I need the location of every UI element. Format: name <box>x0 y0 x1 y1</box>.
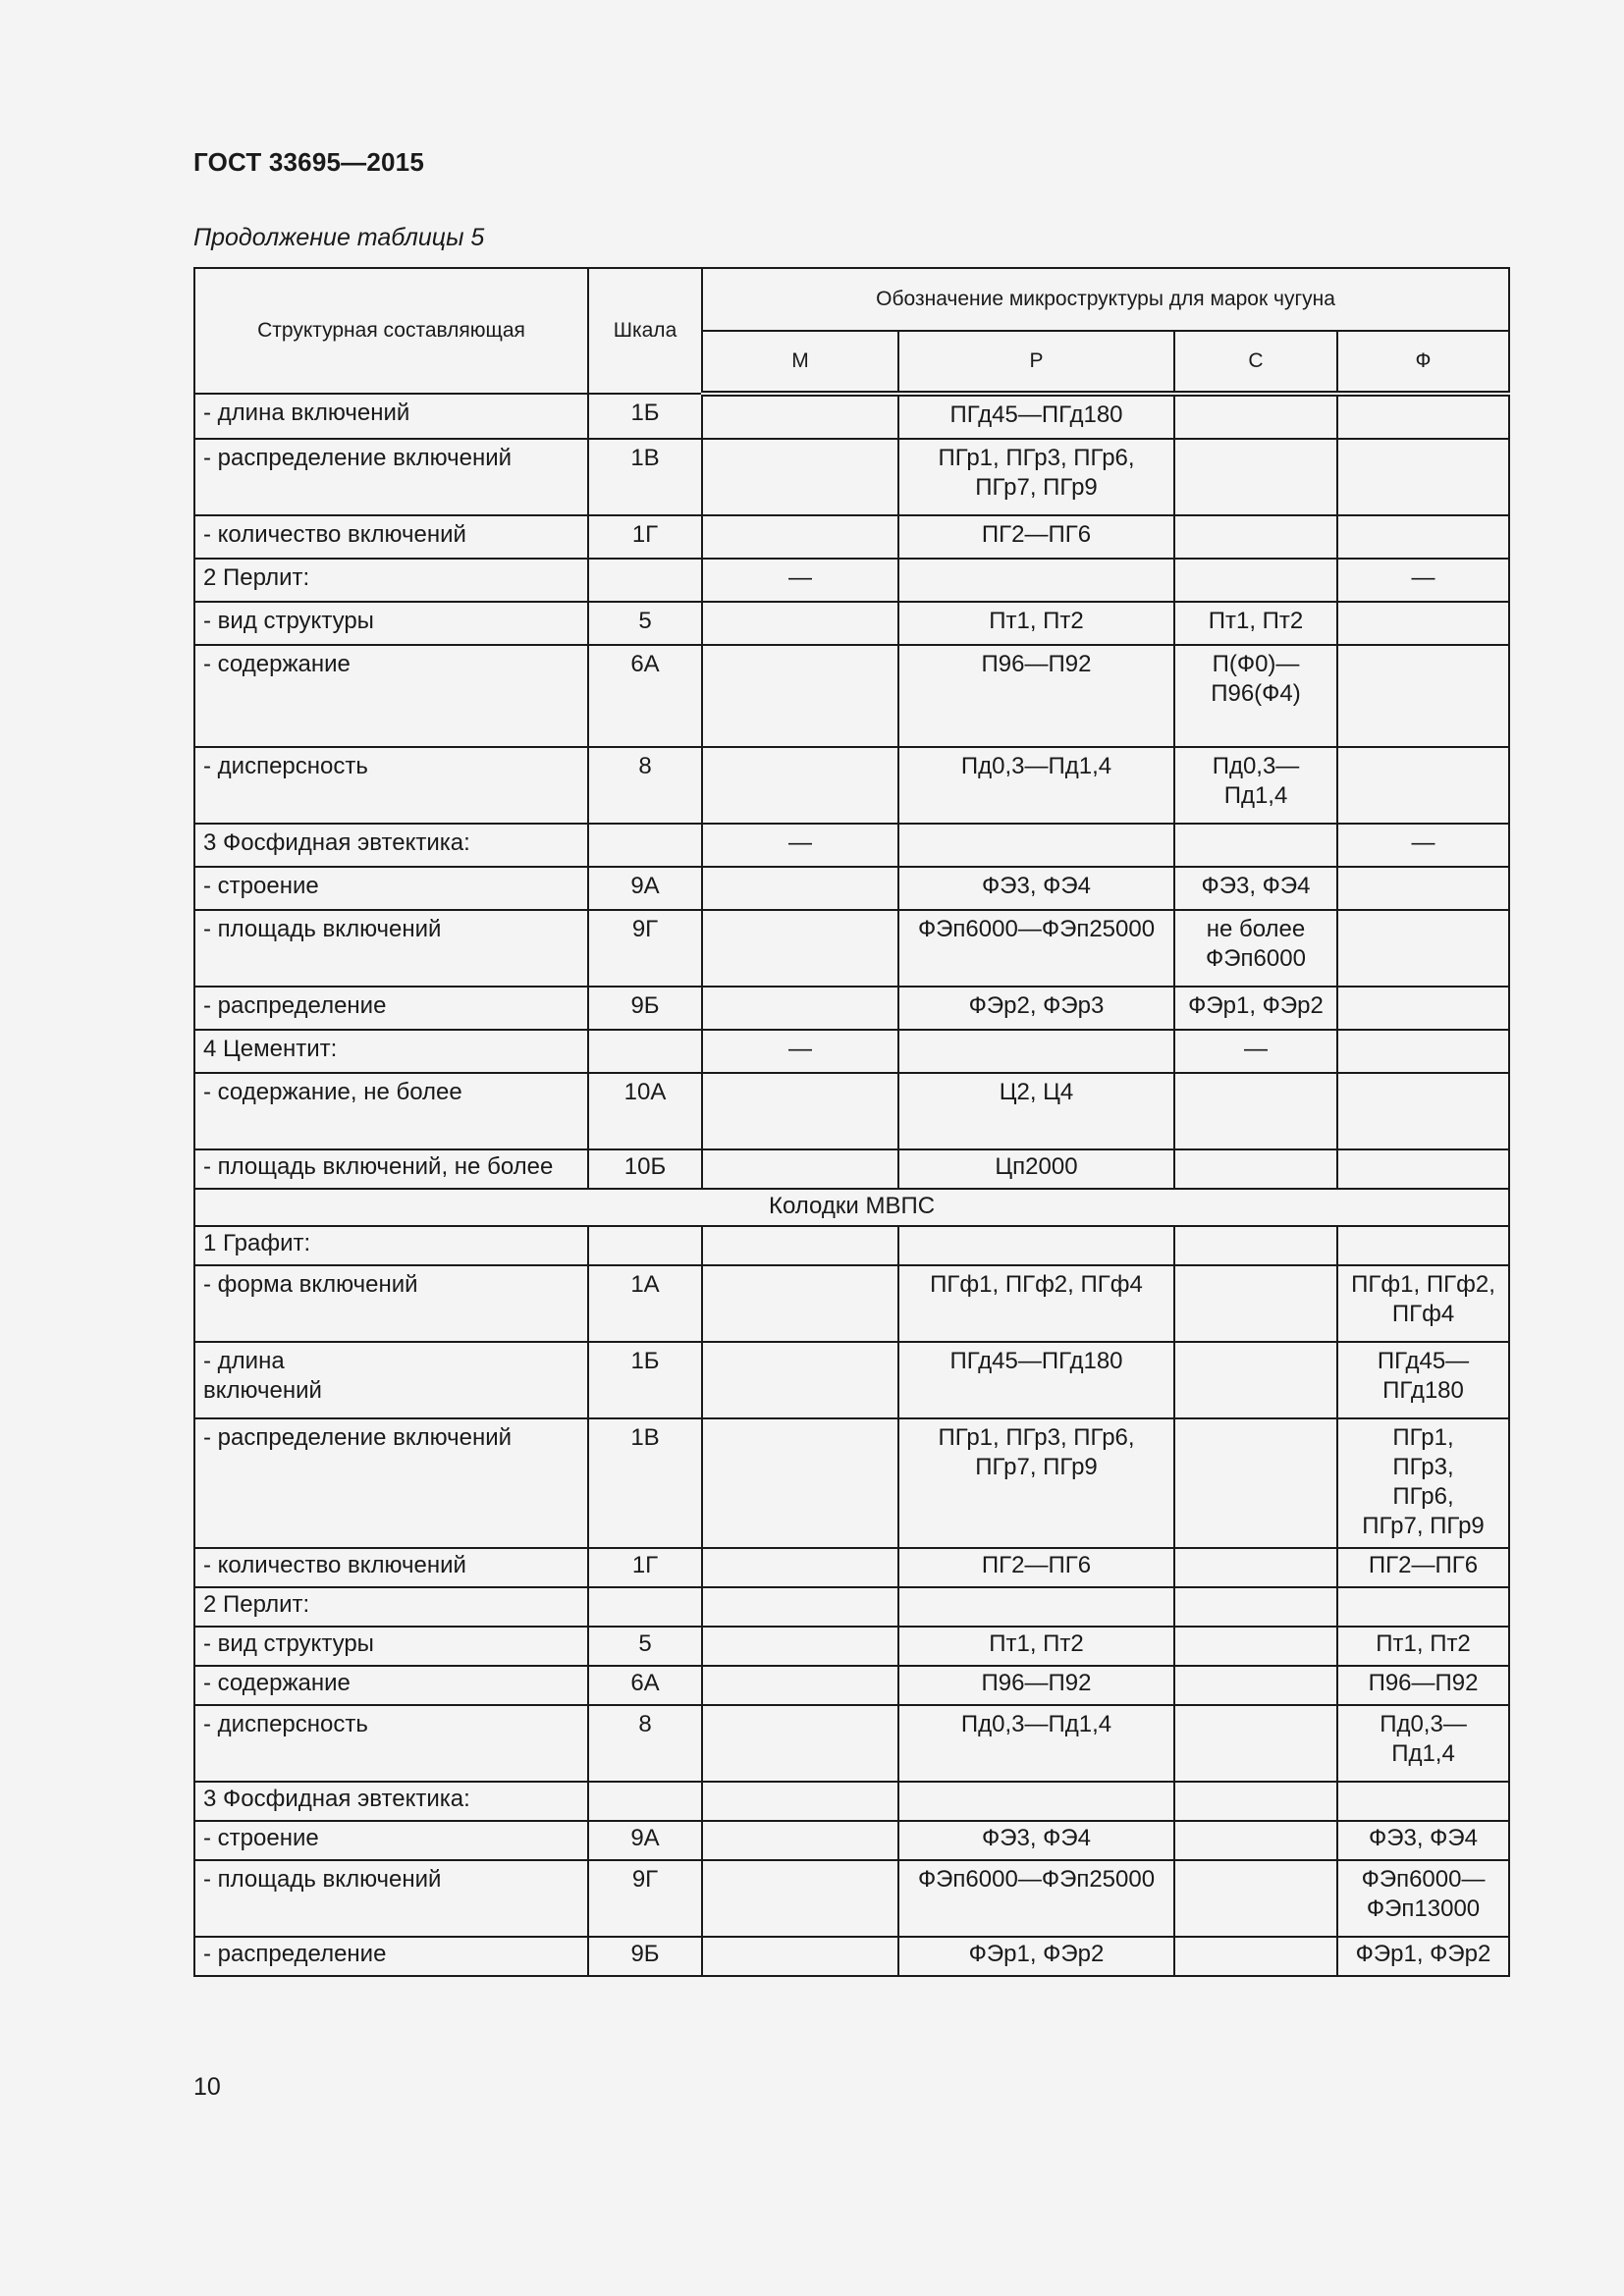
cell-m <box>702 1226 898 1265</box>
row-scale: 1Б <box>588 1342 702 1418</box>
cell-f <box>1337 439 1509 515</box>
cell-f: ПГр1, ПГр3, ПГр6, ПГр7, ПГр9 <box>1337 1418 1509 1548</box>
cell-m <box>702 1821 898 1860</box>
cell-c: — <box>1174 1030 1337 1073</box>
cell-p: ПГд45—ПГд180 <box>898 1342 1174 1418</box>
cell-c: ФЭ3, ФЭ4 <box>1174 867 1337 910</box>
cell-m <box>702 1587 898 1627</box>
row-scale: 1А <box>588 1265 702 1342</box>
table-row <box>194 1149 1509 1189</box>
cell-f <box>1337 602 1509 645</box>
row-label: - содержание, не более <box>194 1073 588 1149</box>
cell-c <box>1174 824 1337 867</box>
cell-f: ФЭ3, ФЭ4 <box>1337 1821 1509 1860</box>
table-row <box>194 602 1509 645</box>
row-scale <box>588 824 702 867</box>
cell-m <box>702 1265 898 1342</box>
cell-c <box>1174 1937 1337 1976</box>
row-scale: 5 <box>588 1627 702 1666</box>
cell-m: — <box>702 1030 898 1073</box>
cell-m <box>702 1073 898 1149</box>
cell-p <box>898 1226 1174 1265</box>
row-scale <box>588 559 702 602</box>
table-row <box>194 1821 1509 1860</box>
cell-m <box>702 1937 898 1976</box>
cell-p: П96—П92 <box>898 1666 1174 1705</box>
table-header <box>194 268 1509 394</box>
cell-f: ФЭр1, ФЭр2 <box>1337 1937 1509 1976</box>
cell-p: ФЭп6000—ФЭп25000 <box>898 1860 1174 1937</box>
page-number: 10 <box>193 2073 221 2101</box>
table-row <box>194 910 1509 987</box>
cell-m <box>702 867 898 910</box>
cell-c <box>1174 1627 1337 1666</box>
row-scale <box>588 1226 702 1265</box>
cell-p <box>898 1782 1174 1821</box>
table-row <box>194 1782 1509 1821</box>
row-label: - распределение <box>194 1937 588 1976</box>
cell-p: ПГр1, ПГр3, ПГр6, ПГр7, ПГр9 <box>898 1418 1174 1548</box>
cell-m <box>702 394 898 439</box>
cell-m <box>702 645 898 747</box>
cell-m: — <box>702 824 898 867</box>
cell-p: ФЭ3, ФЭ4 <box>898 867 1174 910</box>
cell-p <box>898 1030 1174 1073</box>
table-row <box>194 1860 1509 1937</box>
cell-p: ФЭр2, ФЭр3 <box>898 987 1174 1030</box>
cell-f: Пд0,3— Пд1,4 <box>1337 1705 1509 1782</box>
row-scale: 1Г <box>588 1548 702 1587</box>
row-scale: 6А <box>588 1666 702 1705</box>
row-label: - содержание <box>194 645 588 747</box>
row-label: - вид структуры <box>194 1627 588 1666</box>
row-label: 2 Перлит: <box>194 1587 588 1627</box>
row-label: - вид структуры <box>194 602 588 645</box>
table-row <box>194 1030 1509 1073</box>
cell-m <box>702 602 898 645</box>
header-grade-group: Обозначение микроструктуры для марок чугуна <box>702 268 1509 331</box>
cell-c: Пт1, Пт2 <box>1174 602 1337 645</box>
section-row <box>194 1189 1509 1226</box>
row-label: - площадь включений, не более <box>194 1149 588 1189</box>
cell-f <box>1337 515 1509 559</box>
row-label: - строение <box>194 867 588 910</box>
cell-f <box>1337 910 1509 987</box>
row-scale <box>588 1030 702 1073</box>
cell-m <box>702 1666 898 1705</box>
cell-c <box>1174 515 1337 559</box>
cell-c <box>1174 394 1337 439</box>
cell-m <box>702 1342 898 1418</box>
cell-f <box>1337 1030 1509 1073</box>
cell-c <box>1174 1587 1337 1627</box>
cell-f <box>1337 1149 1509 1189</box>
row-scale: 8 <box>588 747 702 824</box>
cell-p: Пд0,3—Пд1,4 <box>898 1705 1174 1782</box>
header-component: Структурная составляющая <box>194 268 588 394</box>
cell-m <box>702 1860 898 1937</box>
row-scale: 1В <box>588 439 702 515</box>
cell-p: ПГ2—ПГ6 <box>898 515 1174 559</box>
row-label: - распределение <box>194 987 588 1030</box>
table-row <box>194 1587 1509 1627</box>
cell-p: Пт1, Пт2 <box>898 1627 1174 1666</box>
cell-f: П96—П92 <box>1337 1666 1509 1705</box>
table-caption: Продолжение таблицы 5 <box>193 224 485 251</box>
cell-p: ПГф1, ПГф2, ПГф4 <box>898 1265 1174 1342</box>
cell-f: ПГф1, ПГф2, ПГф4 <box>1337 1265 1509 1342</box>
cell-c <box>1174 1226 1337 1265</box>
table-row <box>194 1342 1509 1418</box>
cell-c <box>1174 1705 1337 1782</box>
cell-c <box>1174 1265 1337 1342</box>
row-scale: 1В <box>588 1418 702 1548</box>
row-label: - длина включений <box>194 1342 588 1418</box>
cell-f: ПГд45— ПГд180 <box>1337 1342 1509 1418</box>
cell-p <box>898 824 1174 867</box>
header-grade-c: С <box>1174 331 1337 394</box>
cell-p: Пт1, Пт2 <box>898 602 1174 645</box>
table-row <box>194 1073 1509 1149</box>
cell-c <box>1174 1073 1337 1149</box>
cell-m <box>702 987 898 1030</box>
row-scale: 10А <box>588 1073 702 1149</box>
cell-p: ПГр1, ПГр3, ПГр6, ПГр7, ПГр9 <box>898 439 1174 515</box>
cell-f <box>1337 1073 1509 1149</box>
cell-f <box>1337 867 1509 910</box>
cell-f: ФЭп6000— ФЭп13000 <box>1337 1860 1509 1937</box>
header-grade-f: Ф <box>1337 331 1509 394</box>
cell-f <box>1337 645 1509 747</box>
table-row <box>194 645 1509 747</box>
cell-f <box>1337 987 1509 1030</box>
cell-m <box>702 910 898 987</box>
cell-p: ПГд45—ПГд180 <box>898 394 1174 439</box>
cell-c <box>1174 559 1337 602</box>
cell-c: ФЭр1, ФЭр2 <box>1174 987 1337 1030</box>
row-scale: 5 <box>588 602 702 645</box>
cell-c: Пд0,3— Пд1,4 <box>1174 747 1337 824</box>
header-grade-m: М <box>702 331 898 394</box>
table-row <box>194 515 1509 559</box>
table-row <box>194 1666 1509 1705</box>
row-scale: 9Б <box>588 1937 702 1976</box>
cell-f <box>1337 1782 1509 1821</box>
row-label: - форма включений <box>194 1265 588 1342</box>
table-row <box>194 1226 1509 1265</box>
table-body <box>194 394 1509 1976</box>
cell-f: Пт1, Пт2 <box>1337 1627 1509 1666</box>
cell-c <box>1174 1821 1337 1860</box>
cell-m <box>702 747 898 824</box>
cell-p: ФЭ3, ФЭ4 <box>898 1821 1174 1860</box>
row-label: - дисперсность <box>194 747 588 824</box>
header-scale: Шкала <box>588 268 702 394</box>
section-title: Колодки МВПС <box>194 1189 1509 1226</box>
cell-p: ПГ2—ПГ6 <box>898 1548 1174 1587</box>
cell-m <box>702 1627 898 1666</box>
cell-c <box>1174 1548 1337 1587</box>
cell-p: ФЭр1, ФЭр2 <box>898 1937 1174 1976</box>
cell-f: — <box>1337 559 1509 602</box>
cell-c <box>1174 1149 1337 1189</box>
table-row <box>194 439 1509 515</box>
row-label: - площадь включений <box>194 910 588 987</box>
row-scale: 9А <box>588 1821 702 1860</box>
table-row <box>194 1548 1509 1587</box>
cell-c <box>1174 1782 1337 1821</box>
row-scale: 6А <box>588 645 702 747</box>
row-label: - строение <box>194 1821 588 1860</box>
row-label: 3 Фосфидная эвтектика: <box>194 824 588 867</box>
table-row <box>194 1265 1509 1342</box>
cell-m <box>702 1782 898 1821</box>
table-row <box>194 1418 1509 1548</box>
cell-m: — <box>702 559 898 602</box>
row-label: - распределение включений <box>194 1418 588 1548</box>
cell-c <box>1174 439 1337 515</box>
cell-c <box>1174 1860 1337 1937</box>
row-label: 4 Цементит: <box>194 1030 588 1073</box>
cell-c: П(Ф0)— П96(Ф4) <box>1174 645 1337 747</box>
cell-m <box>702 1149 898 1189</box>
cell-f <box>1337 1226 1509 1265</box>
row-scale: 9Г <box>588 910 702 987</box>
row-scale: 9А <box>588 867 702 910</box>
cell-f: ПГ2—ПГ6 <box>1337 1548 1509 1587</box>
cell-p <box>898 1587 1174 1627</box>
row-label: 3 Фосфидная эвтектика: <box>194 1782 588 1821</box>
row-label: - количество включений <box>194 515 588 559</box>
table-row <box>194 1627 1509 1666</box>
table-row <box>194 394 1509 439</box>
table-row <box>194 1937 1509 1976</box>
row-scale: 9Г <box>588 1860 702 1937</box>
cell-f <box>1337 747 1509 824</box>
cell-f: — <box>1337 824 1509 867</box>
table-row <box>194 824 1509 867</box>
cell-f <box>1337 1587 1509 1627</box>
cell-p: ФЭп6000—ФЭп25000 <box>898 910 1174 987</box>
row-scale: 1Б <box>588 394 702 439</box>
cell-p <box>898 559 1174 602</box>
row-label: - площадь включений <box>194 1860 588 1937</box>
table-row <box>194 747 1509 824</box>
cell-c <box>1174 1418 1337 1548</box>
cell-m <box>702 1548 898 1587</box>
cell-f <box>1337 394 1509 439</box>
document-code: ГОСТ 33695—2015 <box>193 147 424 177</box>
cell-c: не более ФЭп6000 <box>1174 910 1337 987</box>
cell-c <box>1174 1666 1337 1705</box>
cell-p: Ц2, Ц4 <box>898 1073 1174 1149</box>
row-label: - распределение включений <box>194 439 588 515</box>
cell-m <box>702 1705 898 1782</box>
row-label: 1 Графит: <box>194 1226 588 1265</box>
row-scale <box>588 1587 702 1627</box>
row-label: 2 Перлит: <box>194 559 588 602</box>
cell-m <box>702 439 898 515</box>
row-scale: 9Б <box>588 987 702 1030</box>
row-scale: 1Г <box>588 515 702 559</box>
row-label: - дисперсность <box>194 1705 588 1782</box>
row-label: - длина включений <box>194 394 588 439</box>
cell-p: Цп2000 <box>898 1149 1174 1189</box>
row-label: - содержание <box>194 1666 588 1705</box>
table-row <box>194 1705 1509 1782</box>
header-grade-p: Р <box>898 331 1174 394</box>
cell-c <box>1174 1342 1337 1418</box>
row-scale <box>588 1782 702 1821</box>
table-row <box>194 987 1509 1030</box>
row-scale: 10Б <box>588 1149 702 1189</box>
cell-p: П96—П92 <box>898 645 1174 747</box>
microstructure-table <box>193 267 1510 1977</box>
row-label: - количество включений <box>194 1548 588 1587</box>
cell-p: Пд0,3—Пд1,4 <box>898 747 1174 824</box>
row-scale: 8 <box>588 1705 702 1782</box>
table-row <box>194 559 1509 602</box>
table-row <box>194 867 1509 910</box>
cell-m <box>702 515 898 559</box>
cell-m <box>702 1418 898 1548</box>
